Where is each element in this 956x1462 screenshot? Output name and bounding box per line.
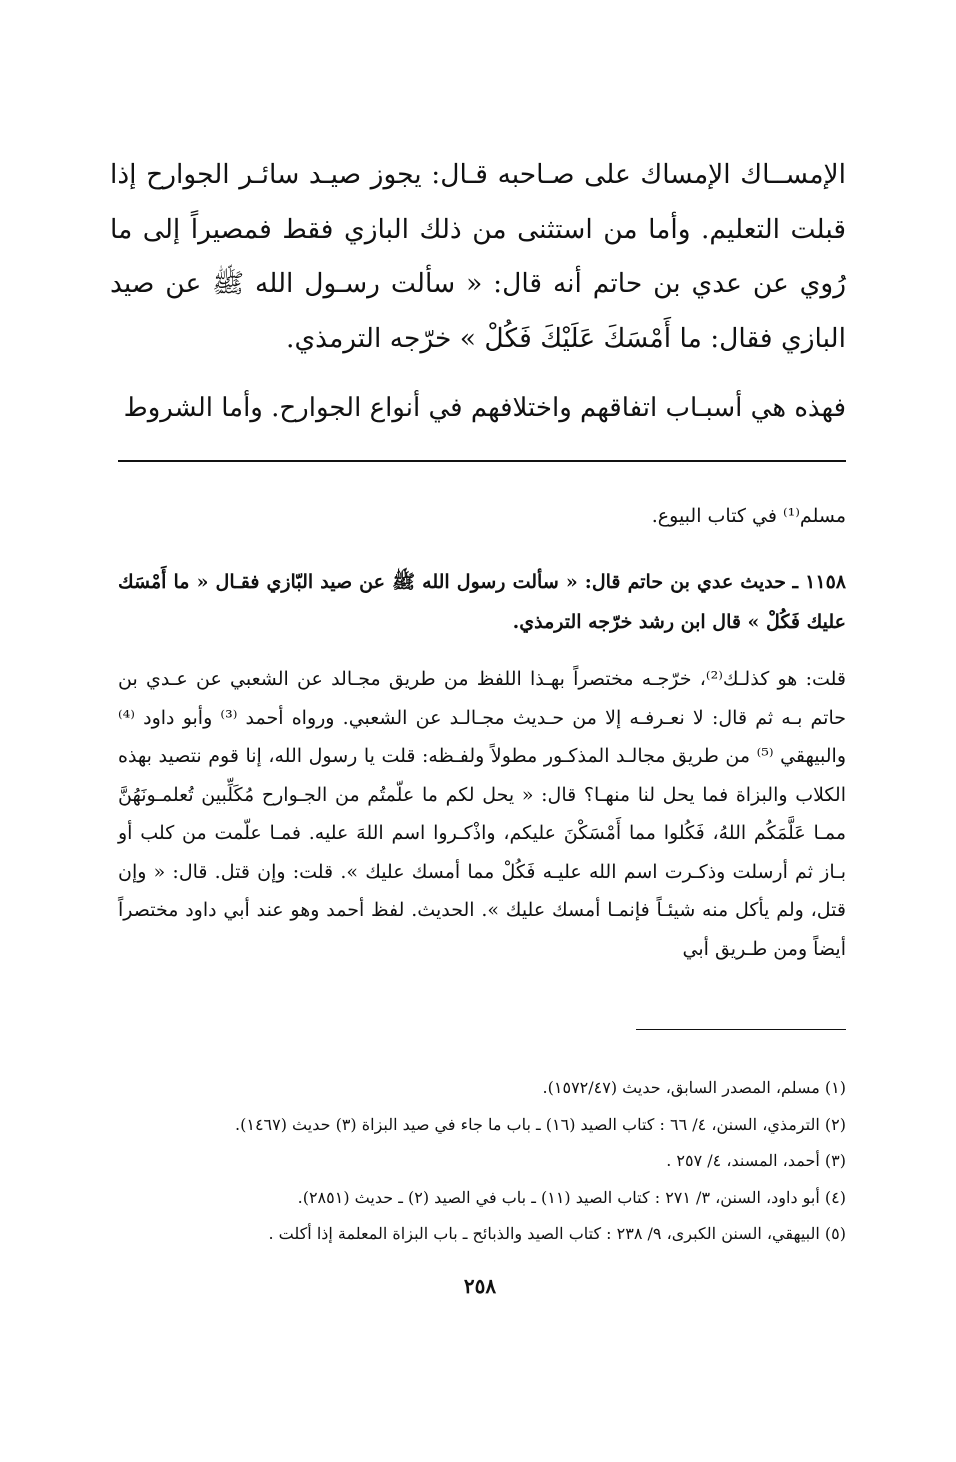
footnote-item: (٤) أبو داود، السنن، ٣/ ٢٧١ : كتاب الصيد (١١) ـ باب في الصيد (٢) ـ حديث (٢٨٥١). [297, 1187, 846, 1207]
commentary-block [118, 660, 846, 968]
page-number: ٢٥٨ [463, 1274, 497, 1298]
main-text-paragraph [110, 148, 846, 366]
hadith-text: حديث عدي بن حاتم قال: « سألت رسول الله ﷺ عن صيد البّازي فقـال « ما أَمْسَك عليك فَكُلْ » قال ابن رشد خرّجه الترمذي. [118, 571, 846, 633]
main-text-paragraph [110, 381, 846, 435]
footnote-list [118, 1070, 846, 1253]
main-paragraph-2: فهذه هي أسبـاب اتفاقهم واختلافهم في أنواع الجوارح. وأما الشروط [123, 393, 846, 423]
main-text-divider [118, 460, 846, 462]
hadith-number: ١١٥٨ ـ [792, 571, 846, 593]
note-intro: مسلم⁽¹⁾ في كتاب البيوع. [651, 505, 846, 527]
footnote-divider [636, 1029, 846, 1030]
note-intro-block [118, 497, 846, 535]
hadith-block [118, 562, 846, 642]
hadith-entry [118, 562, 846, 642]
footnote-item: (٢) الترمذي، السنن، ٤/ ٦٦ : كتاب الصيد (١٦) ـ باب ما جاء في صيد البزاة (٣) حديث (١٤٦٧). [235, 1114, 846, 1134]
footnote-item: (٥) البيهقي، السنن الكبرى، ٩/ ٢٣٨ : كتاب الصيد والذبائح ـ باب البزاة المعلمة إذا أكلت . [268, 1224, 846, 1243]
main-paragraph-1: الإمســاك الإمساك على صـاحبه قـال: يجوز صيـد سائـر الجوارح إذا قبلت التعليم. وأما من استثنى من ذلك البازي فقط فمصيراً إلى ما رُوي عن عدي بن حاتم أنه قال: « سألت رسـول الله ﷺ عن صيد البازي فقال: ما أَمْسَكَ عَلَيْكَ فَكُلْ » خرّجه الترمذي. [110, 159, 846, 354]
footnote-item: (٣) أحمد، المسند، ٤/ ٢٥٧ . [666, 1151, 846, 1170]
commentary-text: قلت: هو كذلـك⁽²⁾، خرّجـه مختصراً بهـذا اللفظ من طريق مجـالد عن الشعبي عن عـدي بن حاتم بـه ثم قال: لا نعـرفـه إلا من حـديث مجـالـد عن الشعبي. ورواه أحمد ⁽³⁾ وأبو داود ⁽⁴⁾ والبيهقي ⁽⁵⁾ من طريق مجالـد المذكـور مطولاً ولفـظه: قلت يا رسول الله، إنا قوم نتصيد بهذه الكلاب والبزاة فما يحل لنا منهـا؟ قال: « يحل لكم ما علّمتُم من الجـوارح مُكَلِّبين تُعلمـونَهُنَّ ممـا عَلَّمَكُم اللهُ، فَكُلوا مما أَمْسَكْنَ عليكم، واذْكـروا اسم اللهَ عليه. فمـا علّمت من كلب أو بـاز ثم أرسلت وذكـرت اسم الله عليـه فَكُلْ مما أمسك عليك ». قلت: وإن قتل. قال: « وإن قتل، ولم يأكل منه شيئـاً فإنمـا أمسك عليك ». الحديث. لفظ أحمد وهو عند أبي داود مختصراً أيضاً ومن طـريق أبي [118, 668, 846, 960]
footnote-item: (١) مسلم، المصدر السابق، حديث (١٥٧٢/٤٧). [542, 1078, 846, 1097]
